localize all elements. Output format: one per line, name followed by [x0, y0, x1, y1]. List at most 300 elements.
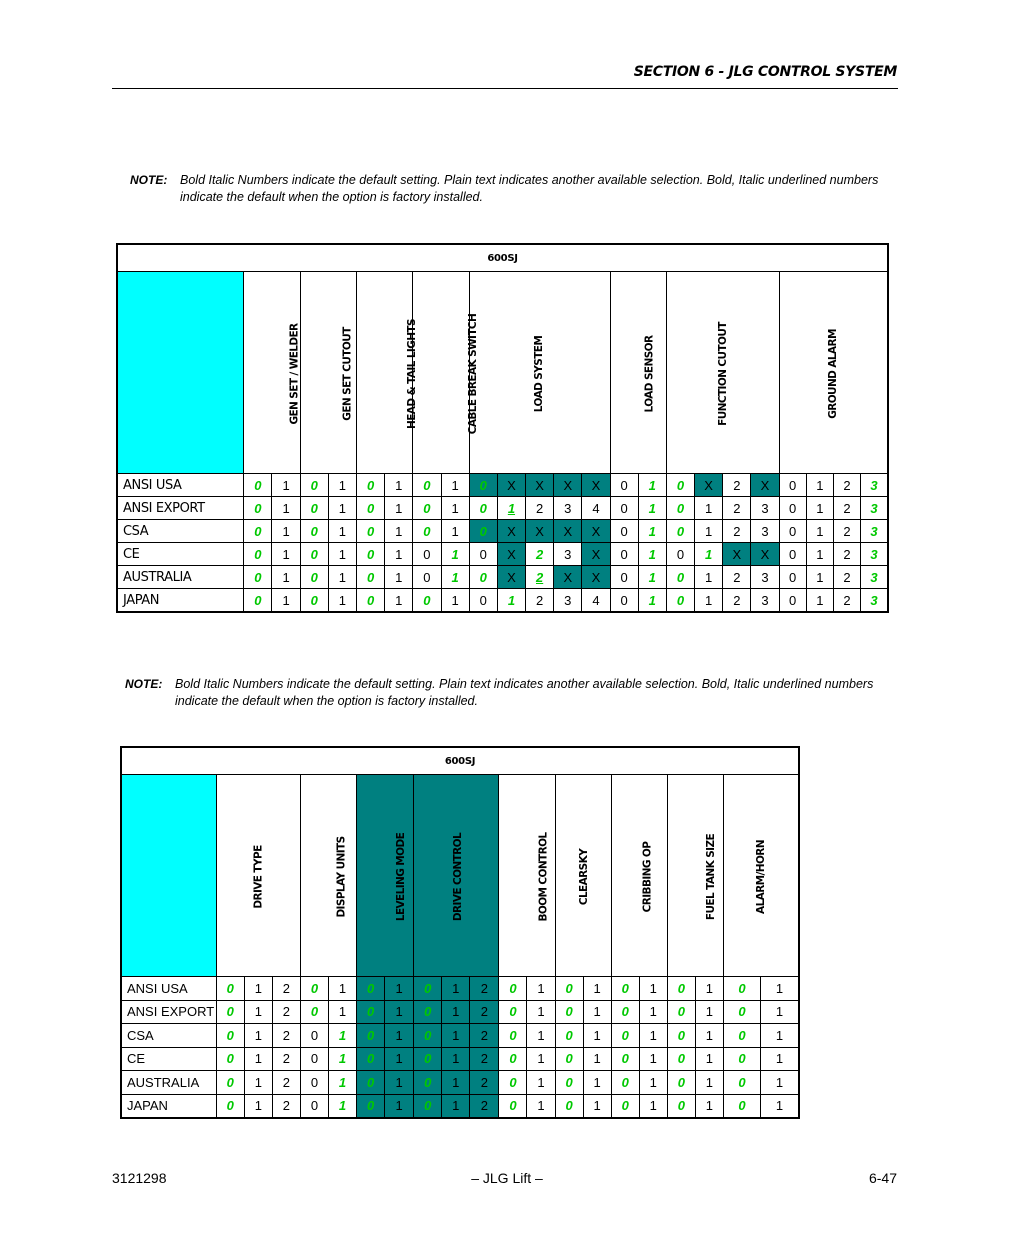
table-cell	[442, 977, 470, 1001]
cell-value: 1	[395, 500, 403, 516]
table-cell	[611, 1094, 639, 1118]
cell-value: 3	[870, 569, 878, 585]
table-cell	[469, 543, 497, 566]
row-label: AUSTRALIA	[121, 1071, 216, 1095]
cell-value: 2	[733, 592, 741, 608]
cell-value: 1	[452, 980, 460, 996]
cell-value: 1	[705, 592, 713, 608]
cell-value: 3	[564, 546, 572, 562]
table-cell	[610, 497, 638, 520]
header-rule	[112, 88, 898, 89]
cell-value: 1	[648, 592, 656, 608]
cell-value: 1	[705, 980, 713, 996]
table-cell	[300, 566, 328, 589]
cell-value: 0	[738, 980, 746, 996]
table-cell	[413, 566, 441, 589]
table-cell	[385, 543, 413, 566]
table-cell	[356, 543, 384, 566]
cell-value: 0	[366, 1098, 375, 1113]
table2-header-4	[499, 775, 555, 977]
table2-header-0	[216, 775, 300, 977]
cell-value: 3	[870, 477, 878, 493]
table-cell	[527, 1071, 555, 1095]
row-label: AUSTRALIA	[117, 566, 244, 589]
table-cell	[779, 497, 806, 520]
cell-value: 1	[705, 1027, 713, 1043]
table-cell	[499, 1000, 527, 1024]
cell-value: 0	[677, 1074, 685, 1090]
cell-value: 2	[733, 477, 741, 493]
cell-value: X	[507, 477, 516, 493]
table-cell	[441, 520, 469, 543]
table-cell	[244, 1094, 272, 1118]
table-cell	[861, 474, 888, 497]
cell-value: 1	[282, 477, 290, 493]
table-cell	[272, 1047, 300, 1071]
cell-value: 1	[452, 1051, 460, 1067]
table2-header-5	[555, 775, 611, 977]
cell-value: 1	[451, 477, 459, 493]
cell-value: 1	[452, 1027, 460, 1043]
cell-value: 0	[254, 500, 262, 516]
table-cell	[413, 520, 441, 543]
table-cell	[216, 1047, 244, 1071]
table-cell	[779, 566, 806, 589]
row-label: ANSI EXPORT	[121, 1000, 216, 1024]
table-cell	[272, 497, 300, 520]
table-cell	[527, 1024, 555, 1048]
table-cell	[761, 1000, 800, 1024]
cell-value: 0	[423, 546, 431, 562]
cell-value: 1	[254, 1051, 262, 1067]
table-cell	[695, 1094, 723, 1118]
cell-value: 0	[479, 500, 487, 516]
cell-value: 1	[338, 1098, 347, 1113]
cell-value: 2	[843, 546, 851, 562]
table-cell	[554, 474, 582, 497]
table-cell	[833, 589, 860, 613]
table-cell	[329, 1071, 357, 1095]
table-cell	[554, 543, 582, 566]
cell-value: X	[507, 523, 516, 539]
table-row	[121, 977, 799, 1001]
cell-value: 1	[537, 1074, 545, 1090]
cell-value: 0	[677, 980, 685, 996]
table-cell	[497, 497, 525, 520]
table-cell	[806, 543, 833, 566]
cell-value: 0	[620, 500, 628, 516]
cell-value: 1	[705, 1074, 713, 1090]
table-cell	[385, 1047, 414, 1071]
cell-value: X	[535, 523, 544, 539]
cell-value: 0	[565, 1074, 573, 1090]
cell-value: 1	[705, 1051, 713, 1067]
table1-header-0	[244, 272, 300, 474]
table-cell	[413, 589, 441, 613]
table-cell	[639, 1000, 667, 1024]
cell-value: 1	[507, 592, 516, 608]
row-label: ANSI USA	[117, 474, 244, 497]
table-cell	[300, 474, 328, 497]
cell-value: 2	[480, 1098, 488, 1113]
cell-value: 0	[366, 546, 375, 562]
cell-value: 1	[775, 980, 784, 996]
table-cell	[272, 977, 300, 1001]
table-cell	[583, 977, 611, 1001]
cell-value: 1	[395, 1004, 403, 1020]
cell-value: 0	[676, 477, 685, 493]
cell-value: 1	[395, 1051, 403, 1067]
table-cell	[611, 977, 639, 1001]
cell-value: 1	[395, 1098, 403, 1113]
table-cell	[470, 1094, 499, 1118]
cell-value: 1	[338, 477, 347, 493]
cell-value: 1	[705, 546, 713, 562]
cell-value: 0	[226, 980, 234, 996]
cell-value: 0	[424, 1004, 432, 1020]
table-cell	[442, 1047, 470, 1071]
table-cell	[667, 1047, 695, 1071]
cell-value: 2	[480, 1074, 488, 1090]
table-cell	[329, 1000, 357, 1024]
cell-value: 1	[649, 1004, 657, 1020]
column-header-label: LOAD SYSTEM	[533, 335, 546, 413]
table-cell	[695, 543, 723, 566]
table-cell	[667, 1094, 695, 1118]
table-cell	[666, 543, 694, 566]
table-cell	[723, 1024, 760, 1048]
table-cell	[357, 1094, 385, 1118]
table-cell	[300, 1071, 328, 1095]
table-cell	[666, 497, 694, 520]
table-cell	[833, 474, 860, 497]
table-cell	[469, 566, 497, 589]
table-cell	[611, 1071, 639, 1095]
table2-header-2	[357, 775, 414, 977]
table-cell	[328, 474, 356, 497]
table-cell	[244, 474, 272, 497]
cell-value: 0	[423, 477, 431, 493]
cell-value: 1	[816, 500, 824, 516]
cell-value: 0	[676, 523, 685, 539]
cell-value: 0	[789, 523, 797, 539]
table-cell	[300, 497, 328, 520]
table-cell	[385, 1000, 414, 1024]
cell-value: X	[732, 546, 742, 562]
cell-value: 1	[254, 1098, 262, 1113]
table-cell	[761, 977, 800, 1001]
table-cell	[639, 1047, 667, 1071]
table-cell	[751, 520, 779, 543]
table-cell	[413, 543, 441, 566]
cell-value: 0	[423, 569, 431, 585]
cell-value: 1	[593, 1098, 601, 1113]
table-cell	[442, 1024, 470, 1048]
table-cell	[272, 1024, 300, 1048]
cell-value: 1	[649, 1051, 657, 1067]
table-cell	[582, 474, 610, 497]
cell-value: X	[591, 523, 601, 539]
table-cell	[244, 1071, 272, 1095]
cell-value: 1	[254, 1074, 262, 1090]
table-cell	[272, 474, 300, 497]
table-cell	[356, 520, 384, 543]
table-cell	[216, 977, 244, 1001]
cell-value: 0	[621, 1098, 629, 1113]
cell-value: 1	[648, 477, 656, 493]
cell-value: 1	[395, 523, 403, 539]
table-cell	[385, 1071, 414, 1095]
cell-value: 3	[870, 500, 878, 516]
column-header-label: LOAD SENSOR	[643, 335, 656, 413]
cell-value: 1	[338, 569, 347, 585]
cell-value: 0	[366, 1051, 375, 1067]
cell-value: 2	[282, 1098, 291, 1113]
cell-value: 0	[621, 1051, 629, 1067]
cell-value: 1	[338, 980, 347, 996]
table-cell	[497, 566, 525, 589]
cell-value: 0	[310, 546, 318, 562]
table-row	[117, 543, 888, 566]
cell-value: 0	[226, 1004, 234, 1020]
table-cell	[526, 497, 554, 520]
table-cell	[761, 1094, 800, 1118]
cell-value: 0	[620, 523, 628, 539]
cell-value: X	[704, 477, 713, 493]
cell-value: 1	[816, 569, 824, 585]
table-cell	[527, 1000, 555, 1024]
row-label: CSA	[121, 1024, 216, 1048]
table-row	[117, 474, 888, 497]
cell-value: 0	[424, 1027, 432, 1043]
cell-value: 4	[592, 500, 600, 516]
cell-value: 3	[870, 592, 878, 608]
cell-value: 1	[816, 592, 824, 608]
table-row	[121, 1071, 799, 1095]
table-cell	[216, 1071, 244, 1095]
cell-value: 1	[593, 980, 601, 996]
cell-value: 1	[254, 980, 262, 996]
table-cell	[497, 543, 525, 566]
table-cell	[695, 1047, 723, 1071]
cell-value: 0	[423, 592, 431, 608]
column-header-label: FUEL TANK SIZE	[704, 833, 717, 921]
column-header-label: GROUND ALARM	[827, 329, 840, 419]
cell-value: 0	[738, 1098, 746, 1113]
row-label: CE	[117, 543, 244, 566]
table-cell	[272, 566, 300, 589]
table-cell	[272, 543, 300, 566]
cell-value: 0	[565, 1004, 573, 1020]
table-cell	[413, 474, 441, 497]
table-cell	[833, 543, 860, 566]
cell-value: 1	[282, 546, 290, 562]
cell-value: 1	[395, 546, 403, 562]
cell-value: 2	[843, 592, 851, 608]
cell-value: 1	[816, 477, 824, 493]
cell-value: 0	[509, 1027, 517, 1043]
cell-value: 2	[480, 1004, 488, 1020]
table-cell	[329, 977, 357, 1001]
table-cell	[328, 589, 356, 613]
cell-value: 1	[649, 1098, 657, 1113]
table-cell	[469, 474, 497, 497]
table-cell	[611, 1024, 639, 1048]
table-cell	[385, 497, 413, 520]
note-2	[125, 676, 890, 712]
cell-value: 1	[648, 569, 656, 585]
table2-header-8	[723, 775, 799, 977]
cell-value: 0	[366, 569, 375, 585]
table-cell	[414, 1071, 442, 1095]
column-header-label: DISPLAY UNITS	[335, 836, 348, 918]
table-cell	[639, 1024, 667, 1048]
section-title: SECTION 6 - JLG CONTROL SYSTEM	[633, 64, 897, 80]
cell-value: 1	[395, 592, 403, 608]
cell-value: 0	[254, 592, 262, 608]
cell-value: 0	[509, 1098, 517, 1113]
cell-value: 0	[423, 523, 431, 539]
cell-value: 0	[310, 980, 319, 996]
table-cell	[583, 1024, 611, 1048]
table-cell	[666, 520, 694, 543]
cell-value: 0	[620, 546, 628, 562]
table-cell	[497, 589, 525, 613]
cell-value: 1	[282, 523, 290, 539]
table-cell	[582, 589, 610, 613]
cell-value: 0	[310, 523, 318, 539]
table2-header-6	[611, 775, 667, 977]
table-cell	[385, 589, 413, 613]
table-cell	[723, 1071, 760, 1095]
table-cell	[527, 977, 555, 1001]
table-cell	[583, 1094, 611, 1118]
table-cell	[723, 589, 751, 613]
table-cell	[751, 589, 779, 613]
table2-header-3	[414, 775, 499, 977]
cell-value: X	[507, 569, 516, 585]
cell-value: 2	[535, 500, 544, 516]
table1-header-6	[666, 272, 779, 474]
table-cell	[527, 1047, 555, 1071]
cell-value: 0	[310, 477, 318, 493]
table-cell	[414, 1047, 442, 1071]
cell-value: 2	[843, 500, 851, 516]
table-cell	[357, 1024, 385, 1048]
table-cell	[861, 566, 888, 589]
cell-value: 1	[705, 1004, 713, 1020]
table1-header-1	[300, 272, 356, 474]
table-cell	[761, 1071, 800, 1095]
table1-header-3	[413, 272, 480, 474]
table-cell	[833, 497, 860, 520]
cell-value: 0	[620, 477, 628, 493]
cell-value: 0	[226, 1098, 234, 1113]
cell-value: 1	[395, 477, 403, 493]
table-cell	[497, 520, 525, 543]
table-cell	[385, 520, 413, 543]
table-cell	[357, 1071, 385, 1095]
table-cell	[414, 1024, 442, 1048]
table-cell	[413, 497, 441, 520]
table-row	[117, 520, 888, 543]
cell-value: 0	[310, 569, 318, 585]
row-label: CSA	[117, 520, 244, 543]
table-cell	[555, 977, 583, 1001]
cell-value: 2	[535, 546, 544, 562]
cell-value: 1	[338, 592, 347, 608]
table-cell	[441, 474, 469, 497]
cell-value: 0	[789, 500, 797, 516]
table-row	[117, 566, 888, 589]
cell-value: X	[507, 546, 516, 562]
table-cell	[272, 589, 300, 613]
table-cell	[441, 589, 469, 613]
column-header-label: CLEARSKY	[577, 848, 590, 906]
table-cell	[638, 520, 666, 543]
cell-value: X	[591, 477, 601, 493]
cell-value: 2	[282, 1004, 291, 1020]
table-cell	[695, 497, 723, 520]
note-2-label: NOTE:	[125, 677, 163, 691]
cell-value: 0	[738, 1051, 746, 1067]
cell-value: X	[563, 569, 573, 585]
table-cell	[667, 1071, 695, 1095]
cell-value: 1	[451, 592, 459, 608]
cell-value: 4	[592, 592, 600, 608]
cell-value: 1	[254, 1004, 262, 1020]
cell-value: 1	[775, 1027, 784, 1043]
table-cell	[356, 497, 384, 520]
cell-value: 2	[843, 569, 851, 585]
cell-value: 1	[395, 1074, 403, 1090]
table-cell	[526, 543, 554, 566]
table-cell	[779, 543, 806, 566]
footer-center: – JLG Lift –	[471, 1170, 543, 1186]
cell-value: 0	[366, 1004, 375, 1020]
cell-value: 0	[366, 523, 375, 539]
table-cell	[356, 474, 384, 497]
cell-value: 0	[677, 1004, 685, 1020]
table-cell	[582, 543, 610, 566]
cell-value: 0	[254, 569, 262, 585]
table-cell	[526, 520, 554, 543]
table-cell	[526, 566, 554, 589]
table-cell	[329, 1094, 357, 1118]
note-1	[130, 172, 890, 208]
cell-value: 1	[282, 500, 290, 516]
table-cell	[833, 566, 860, 589]
cell-value: 0	[509, 980, 517, 996]
cell-value: 3	[870, 546, 878, 562]
cell-value: X	[760, 477, 770, 493]
table-cell	[470, 1071, 499, 1095]
table-cell	[861, 497, 888, 520]
table-cell	[695, 520, 723, 543]
cell-value: 0	[310, 1074, 319, 1090]
table-row	[121, 1047, 799, 1071]
cell-value: 0	[310, 1004, 319, 1020]
table-cell	[638, 474, 666, 497]
column-header-label: ALARM/HORN	[754, 840, 767, 914]
cell-value: 0	[738, 1027, 746, 1043]
cell-value: 1	[648, 523, 656, 539]
cell-value: 0	[366, 592, 375, 608]
cell-value: 2	[535, 592, 544, 608]
table-cell	[499, 1094, 527, 1118]
cell-value: 1	[395, 980, 403, 996]
cell-value: 1	[593, 1051, 601, 1067]
